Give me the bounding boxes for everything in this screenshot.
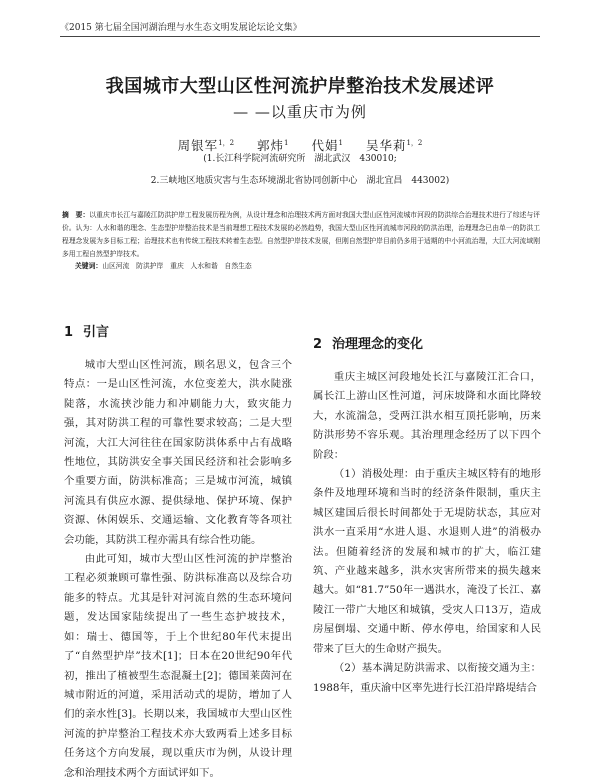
abstract	[62, 209, 540, 261]
running-head: 《2015 第七届全国河湖治理与水生态文明发展论坛论文集》	[60, 22, 540, 37]
author: 周银军$^{1,2}$	[177, 138, 235, 154]
affiliation: (1.长江科学院河流研究所 湖北武汉 430010;	[203, 154, 397, 164]
author: 代娟$^1$	[311, 138, 343, 154]
section-heading: 1 引言	[64, 325, 110, 340]
abstract-text: 以重庆市长江与嘉陵江防洪护岸工程发展历程为例，从设计理念和治理技术两方面对我国大型山区性河流城市河段的防洪综合治理技术进行了综述与评价。认为：人水和谐的理念、生态型护岸整治技术是当前理想工程技术发展的必然趋势，我国大型山区性河流城市河段的防洪治理，治理理念已由单一的防洪工程理念发展为多目标工程；治理技术也有传统工程技术转着生态型。自然型护岸技术发展，但刚自然型护岸目前仍多用于适期的中小河流治理，大江大河流域刚多用工程自然型护岸技术。	[62, 211, 541, 258]
author: 郭炜$^1$	[257, 138, 289, 154]
paragraph: （2）基本满足防洪需求、以衔接交通为主：1988年，重庆渝中区率先进行长江沿岸路堤结合	[313, 662, 541, 694]
paper-title: 我国城市大型山区性河流护岸整治技术发展述评	[105, 76, 495, 97]
keywords-label: 关键词：	[75, 262, 103, 270]
paragraph: 重庆主城区河段地处长江与嘉陵江汇合口，属长江上游山区性河道，河床坡降和水面比降较大，水流湍急，受两江洪水相互顶托影响，历来防洪形势不容乐观。其治理理念经历了以下四个阶段：	[313, 371, 541, 461]
author-list	[0, 135, 600, 154]
author: 吴华莉$^{1,2}$	[365, 138, 423, 154]
section-heading: 2 治理理念的变化	[313, 337, 424, 352]
abstract-label: 摘 要：	[62, 211, 90, 219]
paper-subtitle: — —以重庆市为例	[233, 103, 367, 121]
paragraph: （1）消极处理：由于重庆主城区特有的地形条件及地理环境和当时的经济条件限制，重庆主城区建国后很长时间都处于无堤防状态，其应对洪水一直采用“水进人退、水退则人进”的消极办法。但随着经济的发展和城市的扩大，临江建筑、产业越来越多，洪水灾害所带来的损失越来越大。如“81.7”50年一遇洪水，淹没了长江、嘉陵江一带广大地区和城镇，受灾人口13万，造成房屋倒塌、交通中断、停水停电，给国家和人民带来了巨大的生命财产损失。	[313, 468, 541, 655]
keywords-text: 山区河流 防洪护岸 重庆 人水和谐 自然生态	[102, 262, 252, 270]
keywords	[75, 260, 535, 272]
paragraph: 由此可知，城市大型山区性河流的护岸整治工程必须兼顾可靠性强、防洪标准高以及综合功能多的特点。尤其是针对河流自然的生态环境问题，发达国家陆续提出了一些生态护坡技术，如：瑞士、德国等，于上个世纪80年代末提出了“自然型护岸”技术[1]；日本在20世纪90年代初，推出了植被型生态混凝土[2]；德国莱茵河在城市附近的河道，采用活动式的堤防，增加了人们的亲水性[3]。长期以来，我国城市大型山区性河流的护岸整治工程技术亦大致两看上述多目标任务这个方向发展，现以重庆市为例，从设计理念和治理技术两个方面试评如下。	[64, 553, 292, 779]
affiliation: 2.三峡地区地质灾害与生态环境湖北省协同创新中心 湖北宜昌 443002)	[150, 176, 450, 186]
right-column	[313, 324, 541, 698]
paragraph: 城市大型山区性河流，顾名思义，包含三个特点：一是山区性河流，水位变差大，洪水陡涨陡落，水流挟沙能力和冲刷能力大，致灾能力强，其对防洪工程的可靠性要求较高；二是大型河流，大江大河往往在国家防洪体系中占有战略性地位，其防洪安全事关国民经济和社会影响多个重要方面，防洪标准高；三是城市河流，城镇河流具有供应水源、提供绿地、保护环境、保护资源、休闲娱乐、交通运输、文化教育等各项社会功能，其防洪工程亦需具有综合性功能。	[64, 359, 292, 546]
left-column	[64, 324, 292, 783]
